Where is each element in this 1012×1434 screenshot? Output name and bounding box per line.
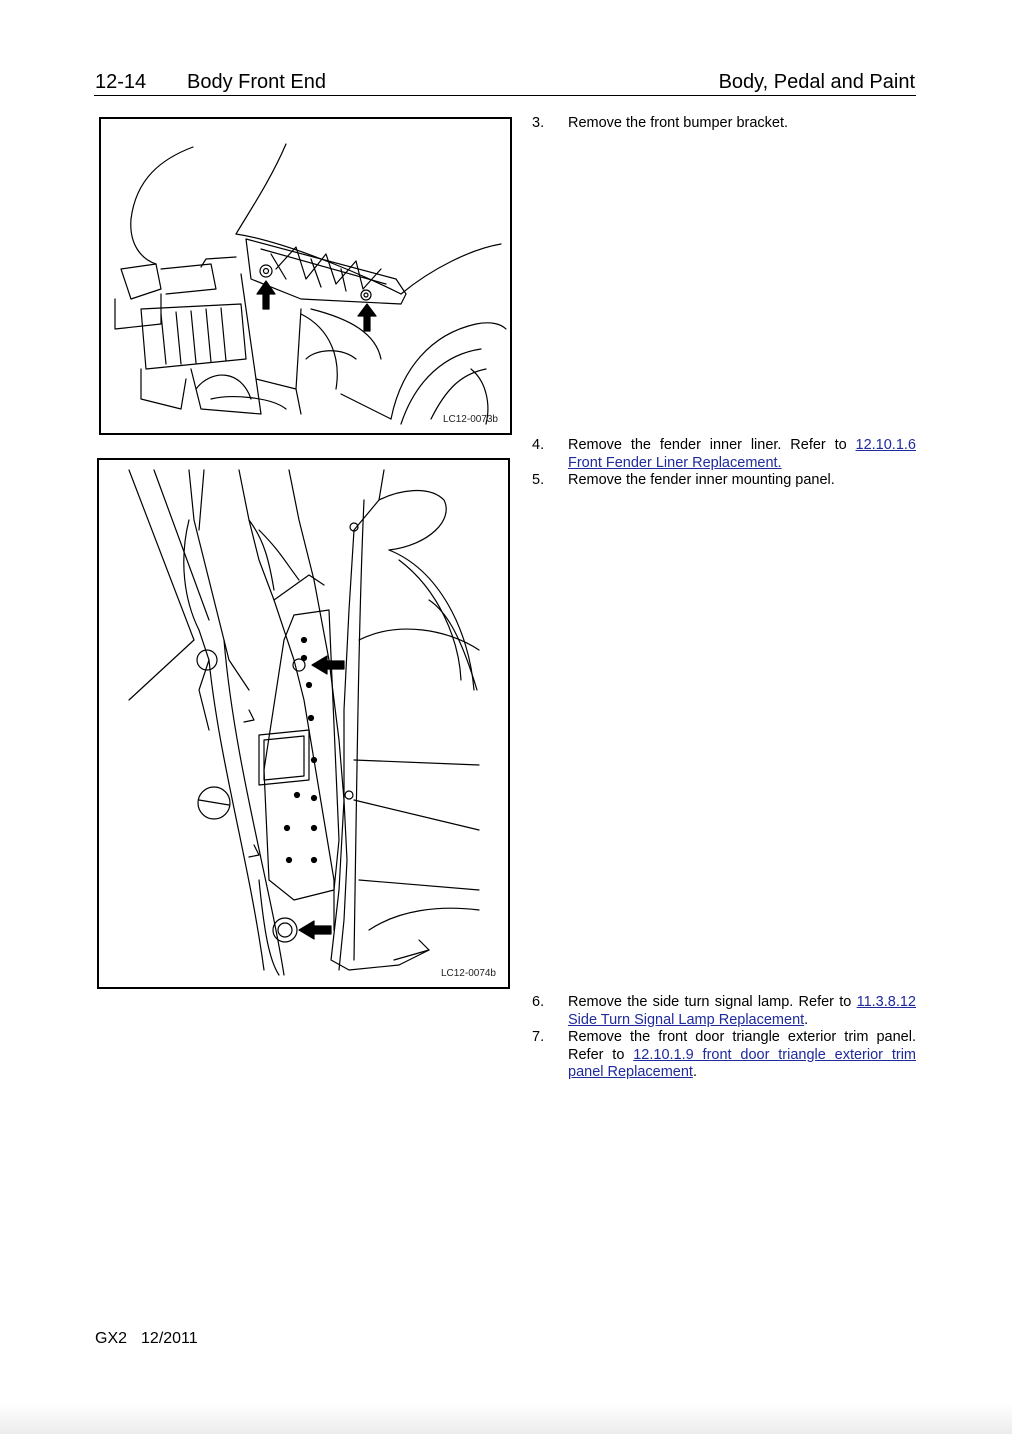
step-text-body: Remove the fender inner liner. Refer to — [568, 437, 856, 453]
fender-panel-illustration — [99, 460, 508, 987]
bumper-bracket-illustration — [101, 119, 510, 433]
step-number: 6. — [532, 994, 545, 1010]
page-number: 12-14 — [95, 71, 147, 93]
step-text-body: Remove the front door triangle exterior trim panel. Refer to — [568, 1029, 916, 1063]
link-front-door-triangle-trim[interactable]: 12.10.1.9 front door triangle exterior trim panel Replacement — [568, 1046, 916, 1080]
step-text: Remove the front bumper bracket. — [568, 115, 789, 131]
step-text-body: Remove the side turn signal lamp. Refer to — [568, 994, 857, 1010]
figure-bumper-bracket — [99, 117, 512, 435]
figure-fender-mounting-panel — [97, 458, 510, 989]
link-front-fender-liner[interactable]: 12.10.1.6 Front Fender Liner Replacement. — [568, 437, 916, 471]
step-text: Remove the fender inner mounting panel. — [568, 472, 835, 488]
step-text-tail: . — [692, 1064, 697, 1080]
step-number: 5. — [532, 472, 545, 488]
figure-code: LC12-0074b — [440, 968, 496, 979]
page-footer — [95, 1329, 212, 1349]
step-number: 4. — [532, 437, 545, 453]
step-number: 3. — [532, 115, 545, 131]
step-text — [568, 437, 916, 472]
section-title: Body Front End — [187, 71, 326, 93]
link-side-turn-signal-lamp[interactable]: 11.3.8.12 Side Turn Signal Lamp Replacement — [568, 994, 916, 1028]
footer-date: 12/2011 — [141, 1330, 198, 1347]
footer-model: GX2 — [95, 1330, 128, 1347]
step-text — [568, 1029, 916, 1082]
figure-code: LC12-0073b — [442, 414, 498, 425]
step-text — [568, 994, 916, 1029]
chapter-title: Body, Pedal and Paint — [718, 71, 915, 93]
step-text-tail: . — [804, 1011, 809, 1028]
page-bottom-shade — [0, 1404, 1012, 1434]
header-rule — [94, 95, 916, 96]
step-number: 7. — [532, 1029, 545, 1045]
